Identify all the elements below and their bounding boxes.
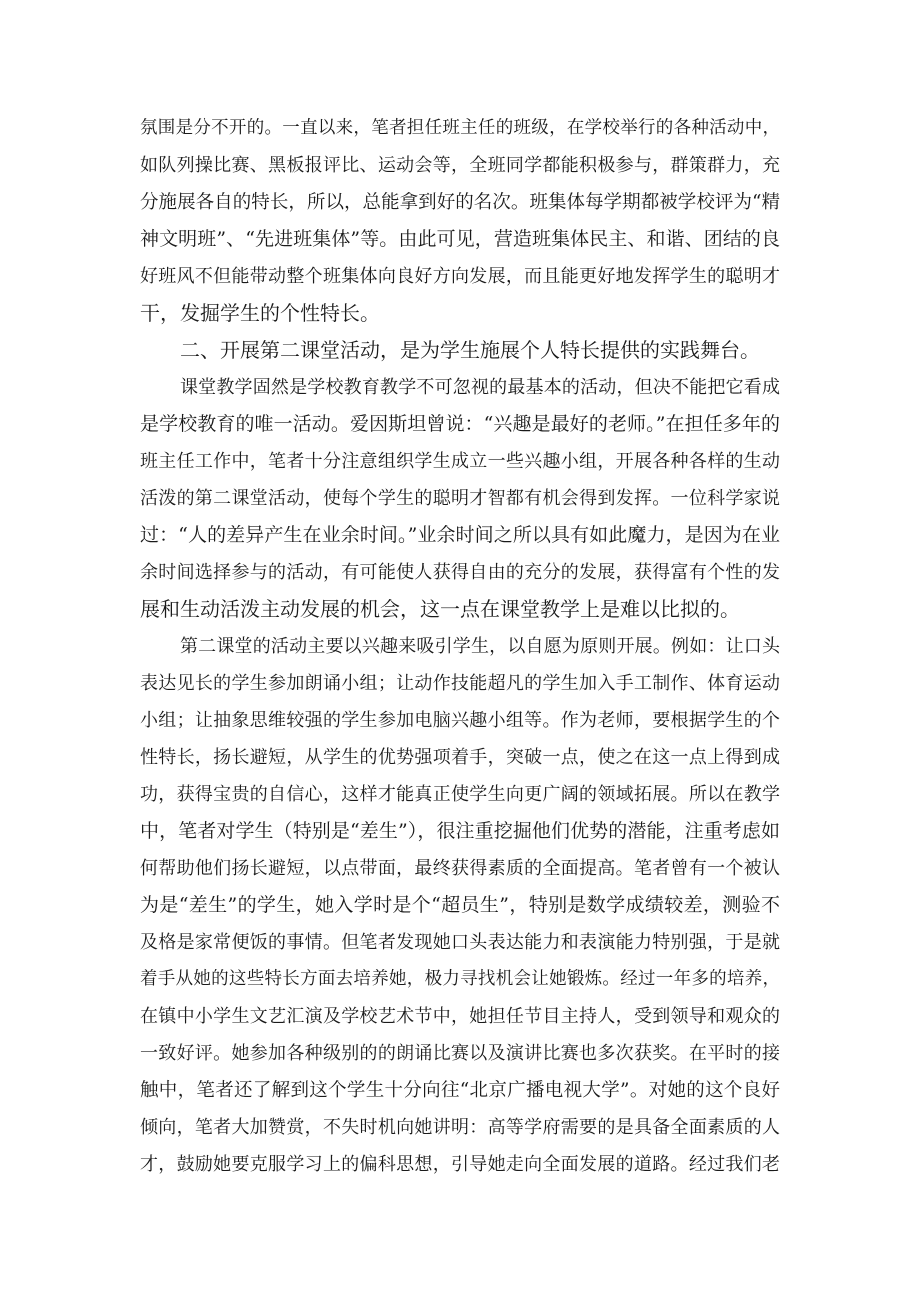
text-line: 为是“差生”的学生，她入学时是个“超员生”，特别是数学成绩较差，测验不 [140, 894, 780, 916]
text-line: 展和生动活泼主动发展的机会，这一点在课堂教学上是难以比拟的。 [140, 597, 740, 621]
text-line: 课堂教学固然是学校教育教学不可忽视的最基本的活动，但决不能把它看成 [180, 377, 780, 398]
text-line: 神文明班”、“先进班集体”等。由此可见，营造班集体民主、和谐、团结的良 [140, 228, 780, 250]
text-line: 氛围是分不开的。一直以来，笔者担任班主任的班级，在学校举行的各种活动中， [140, 118, 780, 138]
text-line: 余时间选择参与的活动，有可能使人获得自由的充分的发展，获得富有个性的发 [140, 562, 780, 583]
text-line: 班主任工作中，笔者十分注意组织学生成立一些兴趣小组，开展各种各样的生动 [140, 451, 780, 472]
text-line: 表达见长的学生参加朗诵小组；让动作技能超凡的学生加入手工制作、体育运动 [140, 673, 780, 694]
text-line: 倾向，笔者大加赞赏，不失时机向她讲明：高等学府需要的是具备全面素质的人 [140, 1117, 780, 1138]
text-line: 好班风不但能带动整个班集体向良好方向发展，而且能更好地发挥学生的聪明才 [140, 266, 780, 287]
text-line: 及格是家常便饭的事情。但笔者发现她口头表达能力和表演能力特别强，于是就 [140, 932, 780, 953]
text-line: 着手从她的这些特长方面去培养她，极力寻找机会让她锻炼。经过一年多的培养， [140, 969, 780, 989]
text-line: 才，鼓励她要克服学习上的偏科思想，引导她走向全面发展的道路。经过我们老 [140, 1154, 780, 1175]
text-line: 中，笔者对学生（特别是“差生”），很注重挖掘他们优势的潜能，注重考虑如 [140, 820, 780, 842]
text-line: 在镇中小学生文艺汇演及学校艺术节中，她担任节目主持人，受到领导和观众的 [140, 1006, 780, 1027]
text-line: 一致好评。她参加各种级别的的朗诵比赛以及演讲比赛也多次获奖。在平时的接 [140, 1043, 780, 1064]
text-line: 功，获得宝贵的自信心，这样才能真正使学生向更广阔的领域拓展。所以在教学 [140, 784, 780, 805]
text-line: 第二课堂的活动主要以兴趣来吸引学生，以自愿为原则开展。例如：让口头 [180, 636, 780, 657]
document-body [140, 110, 780, 1183]
section-heading: 二、开展第二课堂活动，是为学生施展个人特长提供的实践舞台。 [180, 338, 760, 362]
text-line: 活泼的第二课堂活动，使每个学生的聪明才智都有机会得到发挥。一位科学家说 [140, 488, 780, 509]
text-line: 何帮助他们扬长避短，以点带面，最终获得素质的全面提高。笔者曾有一个被认 [140, 858, 780, 879]
text-line: 触中，笔者还了解到这个学生十分向往“北京广播电视大学”。对她的这个良好 [140, 1080, 780, 1101]
text-line: 如队列操比赛、黑板报评比、运动会等，全班同学都能积极参与，群策群力，充 [140, 155, 780, 176]
text-line: 分施展各自的特长，所以，总能拿到好的名次。班集体每学期都被学校评为“精 [140, 192, 780, 213]
text-line: 小组；让抽象思维较强的学生参加电脑兴趣小组等。作为老师，要根据学生的个 [140, 710, 780, 731]
text-line: 干，发掘学生的个性特长。 [140, 301, 380, 325]
text-line: 过：“人的差异产生在业余时间。”业余时间之所以具有如此魔力，是因为在业 [140, 524, 780, 546]
text-line: 是学校教育的唯一活动。爱因斯坦曾说：“兴趣是最好的老师。”在担任多年的 [140, 413, 780, 435]
text-line: 性特长，扬长避短，从学生的优势强项着手，突破一点，使之在这一点上得到成 [140, 747, 780, 768]
